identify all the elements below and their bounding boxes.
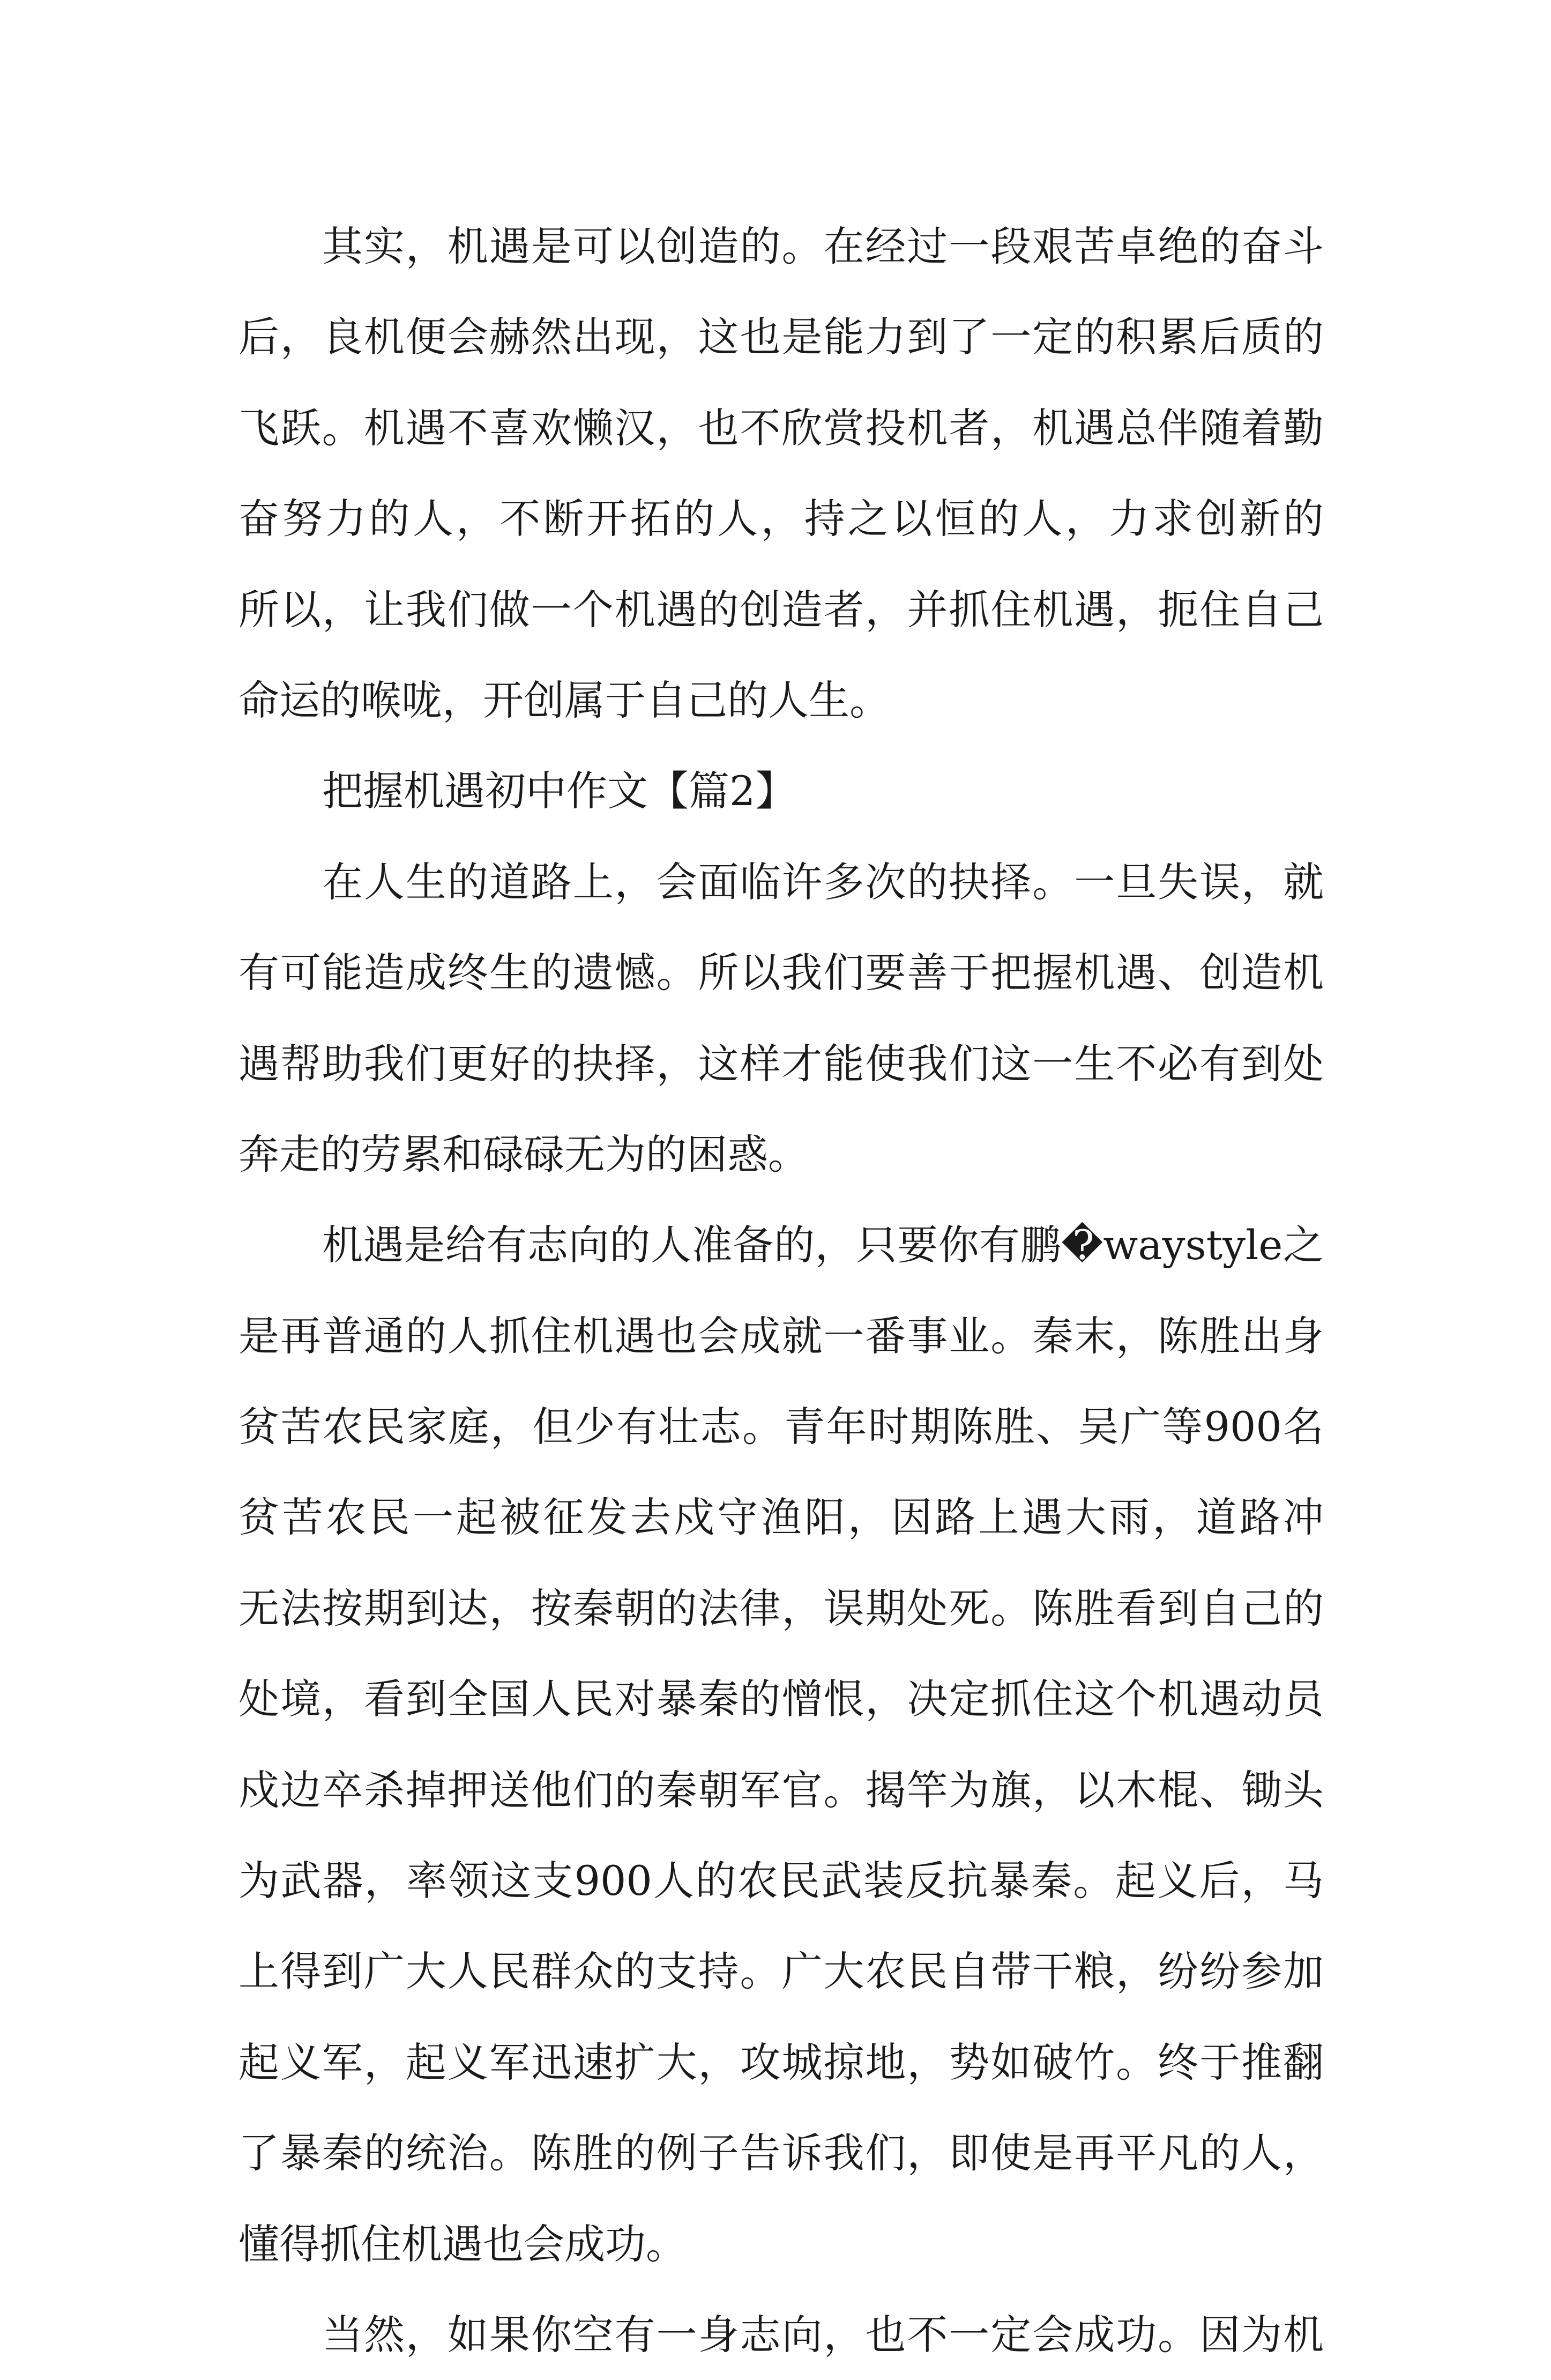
paragraph-line: 机遇是给有志向的人准备的，只要你有鹏�waystyle之 bbox=[322, 1221, 1324, 1269]
paragraph-line: 所以，让我们做一个机遇的创造者，并抓住机遇，扼住自己 bbox=[238, 585, 1324, 634]
paragraph-line: 其实，机遇是可以创造的。在经过一段艰苦卓绝的奋斗 bbox=[322, 222, 1324, 270]
paragraph-line: 遇帮助我们更好的抉择，这样才能使我们这一生不必有到处 bbox=[238, 1039, 1324, 1088]
paragraph-line: 了暴秦的统治。陈胜的例子告诉我们，即使是再平凡的人， bbox=[238, 2129, 1324, 2177]
paragraph-line: 贫苦农民家庭，但少有壮志。青年时期陈胜、吴广等900名 bbox=[238, 1403, 1324, 1451]
paragraph-line: 后，良机便会赫然出现，这也是能力到了一定的积累后质的 bbox=[238, 313, 1324, 361]
paragraph-line: 奋努力的人，不断开拓的人，持之以恒的人，力求创新的 bbox=[238, 495, 1324, 543]
paragraph-line: 是再普通的人抓住机遇也会成就一番事业。秦末，陈胜出身 bbox=[238, 1312, 1324, 1360]
paragraph-line: 在人生的道路上，会面临许多次的抉择。一旦失误，就 bbox=[322, 858, 1324, 906]
paragraph-line: 处境，看到全国人民对暴秦的憎恨，决定抓住这个机遇动员 bbox=[238, 1675, 1324, 1723]
paragraph-line: 戍边卒杀掉押送他们的秦朝军官。揭竿为旗，以木棍、锄头 bbox=[238, 1766, 1324, 1814]
paragraph-line: 有可能造成终生的遗憾。所以我们要善于把握机遇、创造机 bbox=[238, 949, 1324, 997]
paragraph-line: 贫苦农民一起被征发去戍守渔阳，因路上遇大雨，道路冲 bbox=[238, 1493, 1324, 1542]
paragraph-line: 无法按期到达，按秦朝的法律，误期处死。陈胜看到自己的 bbox=[238, 1584, 1324, 1632]
paragraph-line: 飞跃。机遇不喜欢懒汉，也不欣赏投机者，机遇总伴随着勤 bbox=[238, 404, 1324, 452]
essay-body bbox=[238, 201, 1324, 2380]
paragraph-line: 奔走的劳累和碌碌无为的困惑。 bbox=[238, 1130, 809, 1178]
paragraph-line: 上得到广大人民群众的支持。广大农民自带干粮，纷纷参加 bbox=[238, 1947, 1324, 1996]
section-heading: 把握机遇初中作文【篇2】 bbox=[322, 767, 796, 815]
paragraph-line: 当然，如果你空有一身志向，也不一定会成功。因为机 bbox=[322, 2310, 1324, 2359]
paragraph-line: 为武器，率领这支900人的农民武装反抗暴秦。起义后，马 bbox=[238, 1857, 1324, 1905]
paragraph-line: 懂得抓住机遇也会成功。 bbox=[238, 2220, 687, 2268]
paragraph-line: 起义军，起义军迅速扩大，攻城掠地，势如破竹。终于推翻 bbox=[238, 2038, 1324, 2086]
paragraph-line: 命运的喉咙，开创属于自己的人生。 bbox=[238, 676, 890, 724]
